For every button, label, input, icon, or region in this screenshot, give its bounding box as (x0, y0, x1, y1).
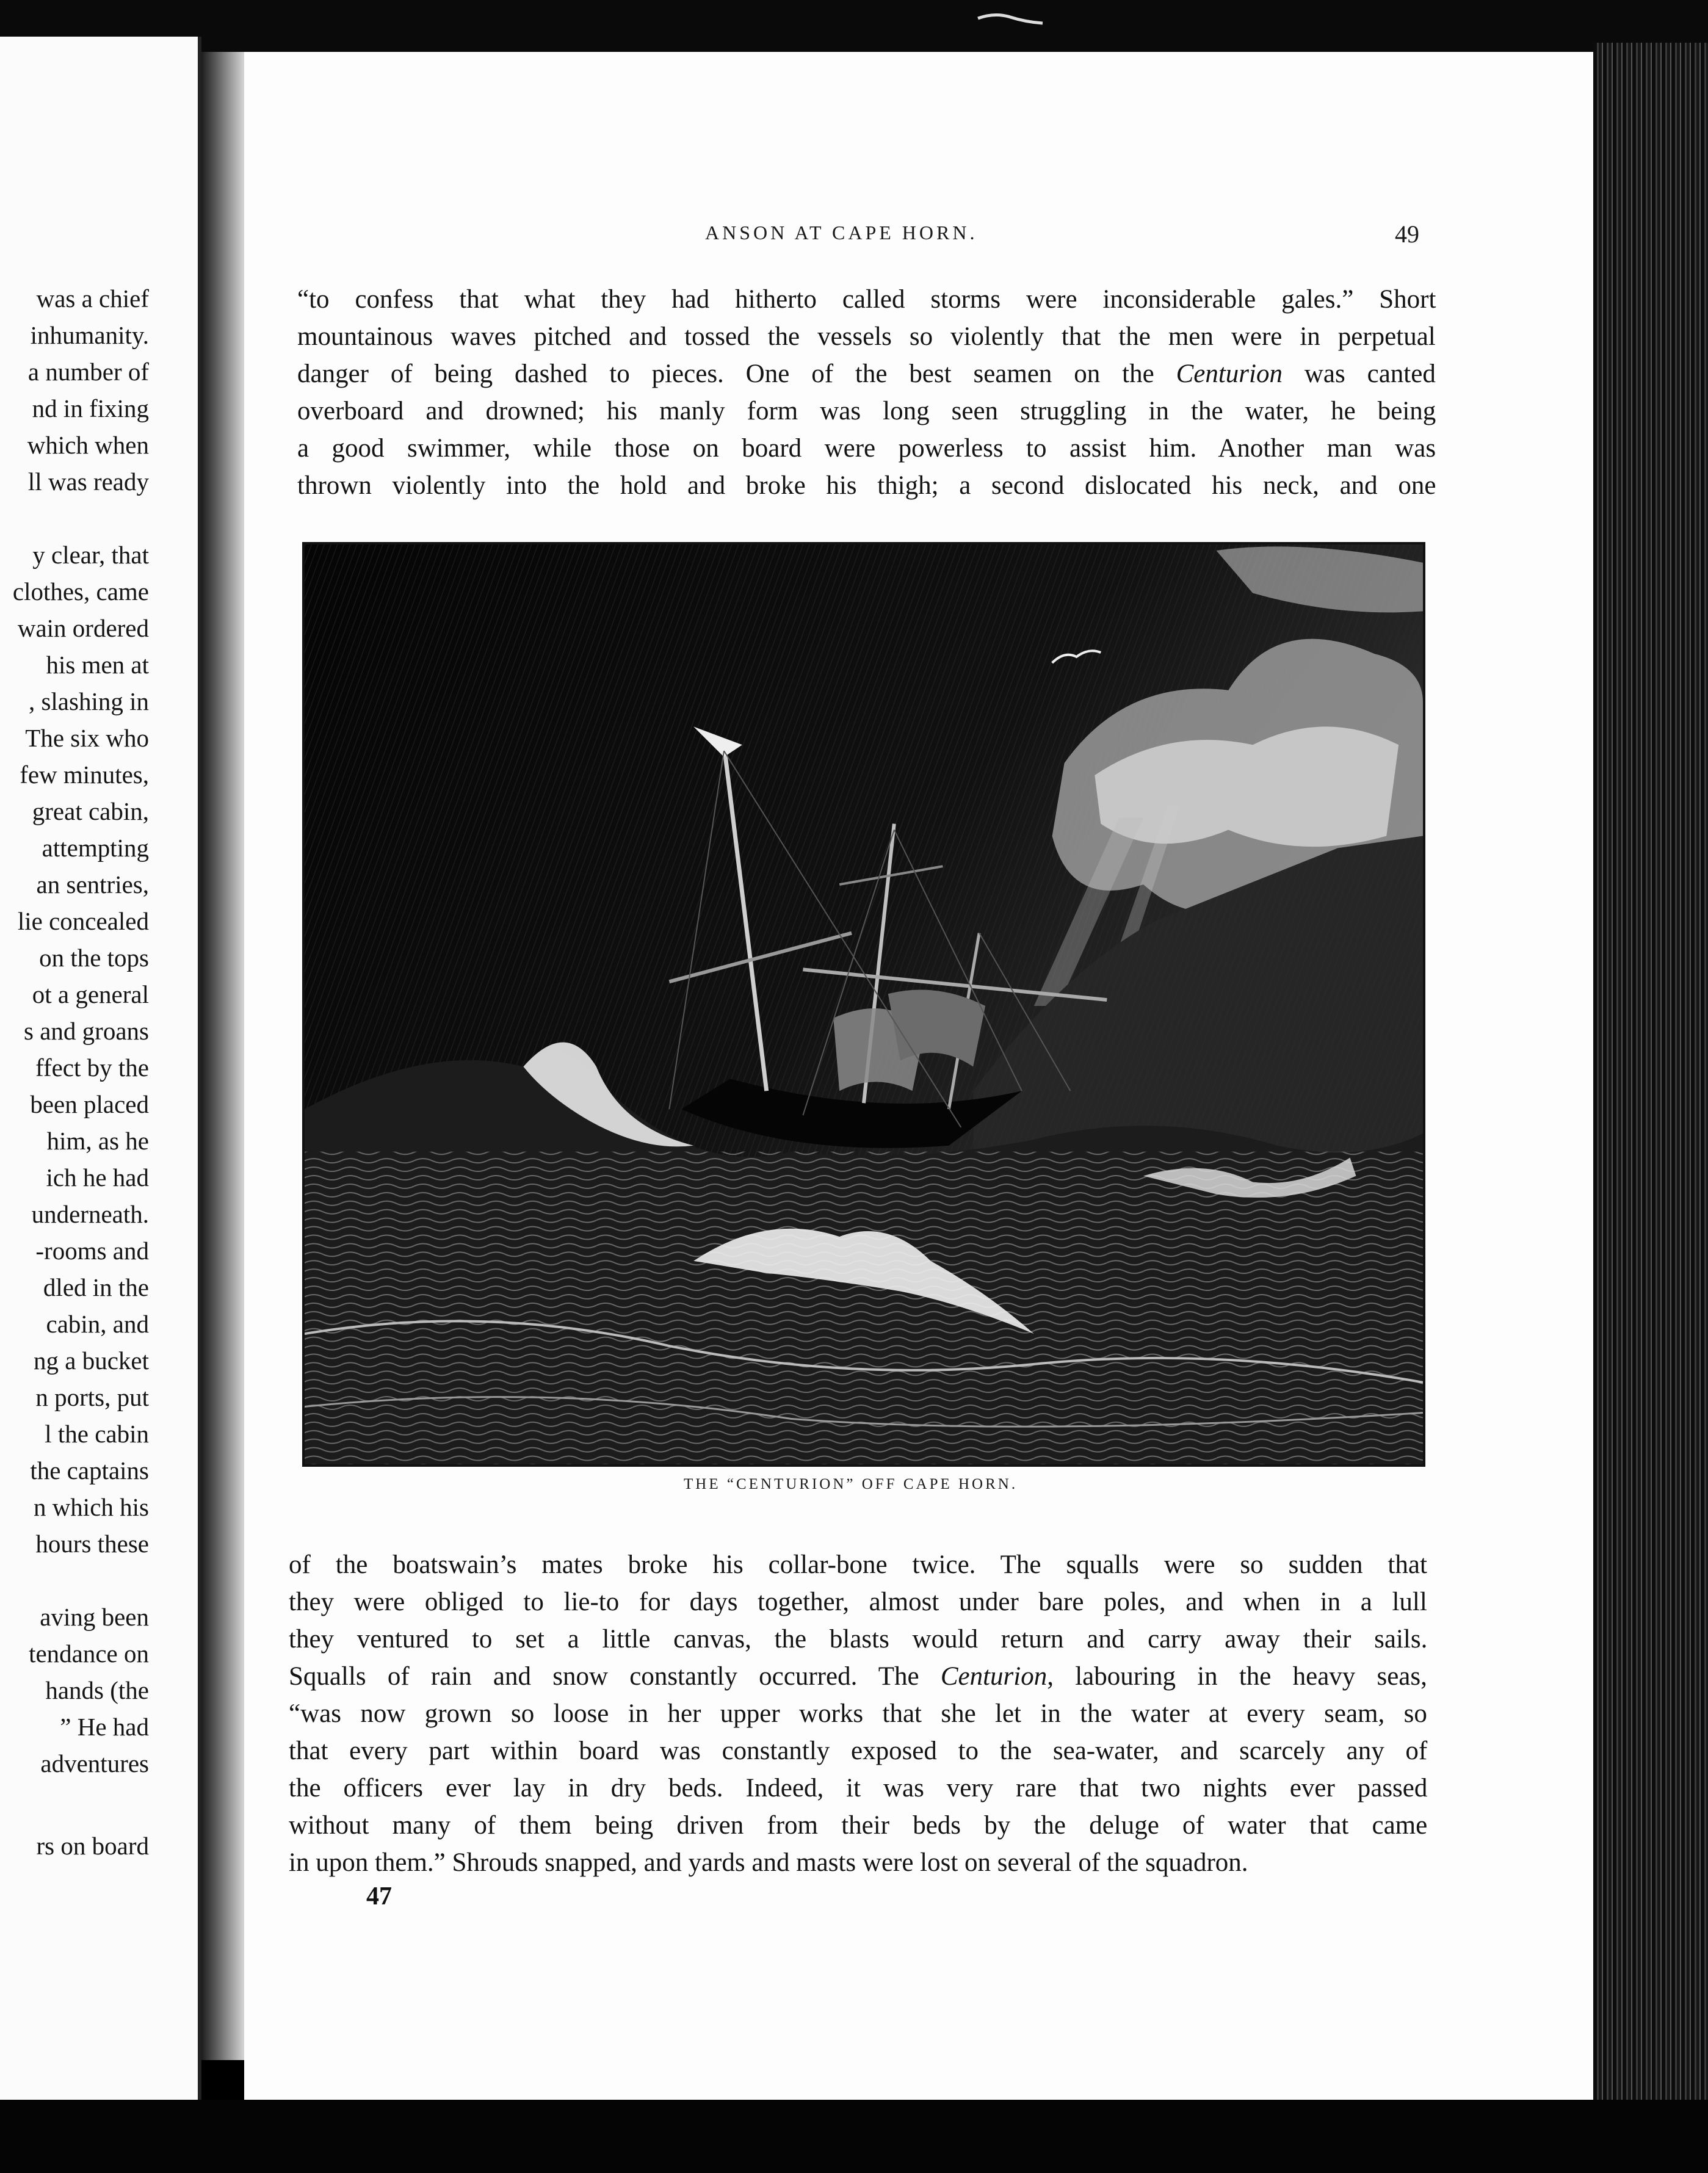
facing-page-line: his men at (46, 651, 149, 679)
facing-page-line: s and groans (24, 1017, 149, 1045)
facing-page-line: on the tops (39, 944, 149, 972)
facing-page (0, 37, 201, 2100)
facing-page-line: The six who (25, 724, 149, 752)
facing-page-line: wain ordered (17, 614, 149, 642)
facing-page-line: -rooms and (35, 1237, 149, 1265)
page-number: 49 (1395, 220, 1419, 248)
facing-page-line: was a chief (36, 284, 149, 313)
text-line: they ventured to set a little canvas, the blasts would return and carry away their sails. (289, 1625, 1428, 1654)
scan-top-border (0, 0, 1708, 52)
plate-caption: THE “CENTURION” OFF CAPE HORN. (684, 1476, 1018, 1492)
facing-page-line: tendance on (29, 1640, 149, 1668)
facing-page-line: dled in the (43, 1273, 149, 1301)
facing-page-line: adventures (40, 1749, 149, 1777)
text-line: Squalls of rain and snow constantly occurred. The Centurion, labouring in the heavy seas, (289, 1662, 1427, 1691)
text-line: of the boatswain’s mates broke his collar-bone twice. The squalls were so sudden that (289, 1550, 1427, 1579)
text-line: in upon them.” Shrouds snapped, and yards and masts were lost on several of the squadron. (289, 1848, 1248, 1877)
facing-page-line: few minutes, (20, 761, 149, 789)
scan-bottom-border (0, 2100, 1708, 2173)
facing-page-line: rs on board (36, 1832, 149, 1860)
facing-page-line: ot a general (32, 980, 149, 1008)
facing-page-line: inhumanity. (30, 321, 149, 349)
facing-page-line: lie concealed (17, 907, 149, 935)
facing-page-line: , slashing in (28, 687, 149, 715)
text-line: overboard and drowned; his manly form was long seen struggling in the water, he being (297, 397, 1436, 425)
facing-page-line: cabin, and (46, 1310, 149, 1338)
paper-tear-mark (977, 11, 1044, 28)
page-edges (1593, 43, 1708, 2130)
text-line: thrown violently into the hold and broke his thigh; a second dislocated his neck, and one (297, 471, 1436, 500)
facing-page-line: ich he had (46, 1163, 149, 1191)
facing-page-line: hours these (35, 1530, 149, 1558)
text-line: without many of them being driven from their beds by the deluge of water that came (289, 1811, 1428, 1840)
facing-page-line: l the cabin (45, 1420, 149, 1448)
facing-page-line: n which his (33, 1493, 149, 1521)
facing-page-line: n ports, put (35, 1383, 149, 1411)
ship-in-storm-engraving (305, 544, 1423, 1464)
facing-page-line: which when (27, 431, 149, 459)
facing-page-line: a number of (27, 358, 149, 386)
facing-page-line: great cabin, (32, 797, 149, 825)
facing-page-line: aving been (40, 1603, 149, 1631)
facing-page-line: ffect by the (35, 1054, 149, 1082)
facing-page-line: ll was ready (27, 468, 149, 496)
facing-page-line: hands (the (45, 1676, 149, 1704)
facing-page-line: the captains (30, 1456, 149, 1484)
facing-page-line: an sentries, (36, 870, 149, 898)
facing-page-line: ng a bucket (34, 1347, 149, 1375)
facing-page-line: clothes, came (12, 577, 149, 606)
text-line: they were obliged to lie-to for days together, almost under bare poles, and when in a lull (289, 1588, 1427, 1616)
facing-page-line: nd in fixing (32, 394, 149, 422)
text-line: “was now grown so loose in her upper works that she let in the water at every seam, so (289, 1699, 1427, 1728)
facing-page-line: been placed (30, 1090, 149, 1118)
facing-page-line: y clear, that (32, 541, 149, 569)
text-line: the officers ever lay in dry beds. Indeed, it was very rare that two nights ever passed (289, 1774, 1428, 1802)
text-line: a good swimmer, while those on board were powerless to assist him. Another man was (297, 434, 1436, 463)
facing-page-line: him, as he (46, 1127, 149, 1155)
text-line: that every part within board was constantly exposed to the sea-water, and scarcely any of (289, 1737, 1428, 1765)
text-line: mountainous waves pitched and tossed the vessels so violently that the men were in perpetual (297, 322, 1436, 351)
engraving-illustration (302, 542, 1425, 1467)
text-line: “to confess that what they had hitherto called storms were inconsiderable gales.” Short (297, 285, 1436, 314)
facing-page-line: attempting (42, 834, 149, 862)
text-line: danger of being dashed to pieces. One of the best seamen on the Centurion was canted (297, 360, 1436, 388)
facing-page-line: underneath. (31, 1200, 149, 1228)
signature-mark: 47 (366, 1882, 392, 1911)
facing-page-line: ” He had (60, 1713, 149, 1741)
running-head: ANSON AT CAPE HORN. (705, 222, 978, 244)
